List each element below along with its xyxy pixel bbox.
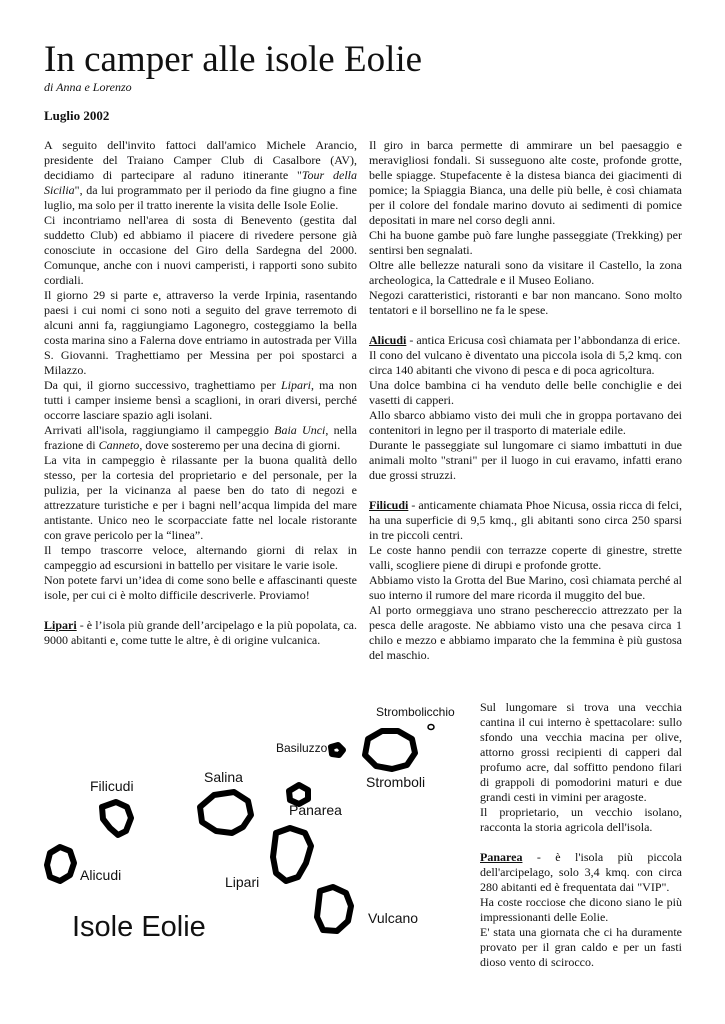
map-label-basiluzzo: Basiluzzo — [276, 741, 328, 755]
island-filicudi — [102, 802, 131, 835]
paragraph: Da qui, il giorno successivo, traghettiamo per Lipari, ma non tutti i camper insieme bensì a scaglioni, in orari diversi, perché occorre lasciare spazio agli isolani. — [44, 378, 357, 422]
paragraph: Sul lungomare si trova una vecchia cantina il cui interno è spettacolare: sullo sfondo una vecchia macina per olive, attorno grossi recipienti di capperi dal profumo acre, dal soffitto pendono filari di grappoli di pomodorini maturi e due grandi cesti in vimini per aragoste. — [480, 700, 682, 804]
column-left — [44, 138, 357, 648]
section-heading-alicudi: Alicudi — [369, 333, 407, 347]
island-salina — [200, 792, 251, 833]
paragraph: Al porto ormeggiava uno strano peschereccio attrezzato per la pesca delle aragoste. Ne abbiamo visto una che pesava circa 1 chilo e mezzo e abbiamo imparato che la femmina è più gustosa del maschio. — [369, 603, 682, 662]
paragraph: Una dolce bambina ci ha venduto delle belle conchiglie e dei vasetti di capperi. — [369, 378, 682, 407]
island-vulcano — [317, 887, 351, 931]
section-heading-filicudi: Filicudi — [369, 498, 409, 512]
islands-map — [30, 695, 475, 955]
author-byline: di Anna e Lorenzo — [44, 80, 132, 94]
map-label-panarea: Panarea — [289, 802, 342, 818]
island-alicudi — [47, 847, 74, 881]
paragraph: Durante le passeggiate sul lungomare ci siamo imbattuti in due animali molto "strani" per il luogo in cui eravamo, infatti erano due grossi struzzi. — [369, 438, 682, 482]
paragraph: Le coste hanno pendii con terrazze coperte di ginestre, strette valli, scogliere piene di dirupi e profonde grotte. — [369, 543, 682, 572]
article-title: In camper alle isole Eolie — [44, 39, 423, 80]
paragraph: Ci incontriamo nell'area di sosta di Benevento (gestita dal suddetto Club) ed abbiamo il piacere di rivedere persone già conosciute in occasione del Giro della Sardegna del 2000. Comunque, anche con i nuovi camperisti, i rapporti sono subito cordiali. — [44, 213, 357, 287]
map-label-strombolicchio: Strombolicchio — [376, 705, 455, 719]
island-basiluzzo — [331, 745, 343, 755]
paragraph: Oltre alle bellezze naturali sono da visitare il Castello, la zona archeologica, la Cattedrale e il Museo Eoliano. — [369, 258, 682, 287]
paragraph: Arrivati all'isola, raggiungiamo il campeggio Baia Unci, nella frazione di Canneto, dove sosteremo per una decina di giorni. — [44, 423, 357, 452]
map-title: Isole Eolie — [72, 911, 206, 943]
paragraph: Non potete farvi un’idea di come sono belle e affascinanti queste isole, per cui ci è molto difficile descriverle. Proviamo! — [44, 573, 357, 602]
paragraph: E' stata una giornata che ci ha duramente provato per il gran caldo e per un fasti dioso vento di scirocco. — [480, 925, 682, 969]
column-right — [369, 138, 682, 663]
island-lipari — [273, 828, 311, 881]
paragraph: Chi ha buone gambe può fare lunghe passeggiate (Trekking) per sentirsi ben segnalati. — [369, 228, 682, 257]
paragraph: Allo sbarco abbiamo visto dei muli che in groppa portavano dei contenitori in legno per il trasporto di materiale edile. — [369, 408, 682, 437]
paragraph: Il giro in barca permette di ammirare un bel paesaggio e meravigliosi fondali. Si susseguono alte coste, profonde grotte, belle spiagge. Stupefacente è la distesa bianca dei giacimenti di pomice; la Spiaggia Bianca, una delle più belle, è così chiamata per il colore del fondale marino dovuto ai sedimenti di pomice depositati in mare nel corso degli anni. — [369, 138, 682, 227]
map-label-filicudi: Filicudi — [90, 778, 134, 794]
paragraph: Il proprietario, un vecchio isolano, racconta la storia agricola dell'isola. — [480, 805, 682, 834]
paragraph: Il giorno 29 si parte e, attraverso la verde Irpinia, rasentando paesi i cui nomi ci sono noti a seguito del grave terremoto di alcuni anni fa, raggiungiamo Lagonegro, costeggiamo la bella costa marina sino a Falerna dove entriamo in autostrada per Villa S. Giovanni. Traghettiamo per Messina per poi spostarci a Milazzo. — [44, 288, 357, 377]
map-label-lipari: Lipari — [225, 874, 260, 890]
paragraph: La vita in campeggio è rilassante per la buona qualità dello stesso, per la cortesia del proprietario e del personale, per la pulizia, per la vicinanza al paese ben do tato di negozi e attrezzature turistiche e per i bagni nell’acqua limpida del mare antistante. Unico neo le scorpacciate fatte nel locale ristorante con grave pericolo per la “linea”. — [44, 453, 357, 542]
section-alicudi: Alicudi - antica Ericusa così chiamata per l’abbondanza di erice. — [369, 333, 681, 347]
island-stromboli — [365, 731, 415, 769]
paragraph: Negozi caratteristici, ristoranti e bar non mancano. Sono molto tentatori e il borsellino ne fa le spese. — [369, 288, 682, 317]
map-label-salina: Salina — [204, 769, 243, 785]
section-filicudi: Filicudi - anticamente chiamata Phoe Nicusa, ossia ricca di felci, ha una superficie di 9,5 kmq., gli abitanti sono circa 250 sparsi in tre piccoli centri. — [369, 498, 682, 542]
column-continuation — [480, 700, 682, 970]
island-strombolicchio — [428, 725, 434, 730]
section-heading-panarea: Panarea — [480, 850, 523, 864]
paragraph: Il cono del vulcano è diventato una piccola isola di 5,2 kmq. con circa 140 abitanti che vivono di pesca e di poca agricoltura. — [369, 348, 682, 377]
map-label-stromboli: Stromboli — [366, 774, 426, 790]
paragraph: Abbiamo visto la Grotta del Bue Marino, così chiamata perché al suo interno il rumore del mare ricorda il muggito del bue. — [369, 573, 682, 602]
section-lipari: Lipari - è l’isola più grande dell’arcipelago e la più popolata, ca. 9000 abitanti e, come tutte le altre, è di origine vulcanica. — [44, 618, 357, 647]
article-date: Luglio 2002 — [44, 108, 110, 123]
paragraph: A seguito dell'invito fattoci dall'amico Michele Arancio, presidente del Traiano Camper Club di Casalbore (AV), decidiamo di partecipare al raduno itinerante "Tour della Sicilia", da lui programmato per il periodo da fine giugno a fine luglio, ma solo per il tratto inerente la visita delle Isole Eolie. — [44, 138, 357, 212]
map-label-vulcano: Vulcano — [368, 910, 419, 926]
paragraph: Il tempo trascorre veloce, alternando giorni di relax in campeggio ad escursioni in battello per visitare le varie isole. — [44, 543, 357, 572]
map-label-alicudi: Alicudi — [80, 867, 122, 883]
section-panarea: Panarea - è l'isola più piccola dell'arcipelago, solo 3,4 kmq. con circa 280 abitanti ed è frequentata dai "VIP". — [480, 850, 682, 894]
paragraph: Ha coste rocciose che dicono siano le più impressionanti delle Eolie. — [480, 895, 682, 924]
section-heading-lipari: Lipari — [44, 618, 77, 632]
